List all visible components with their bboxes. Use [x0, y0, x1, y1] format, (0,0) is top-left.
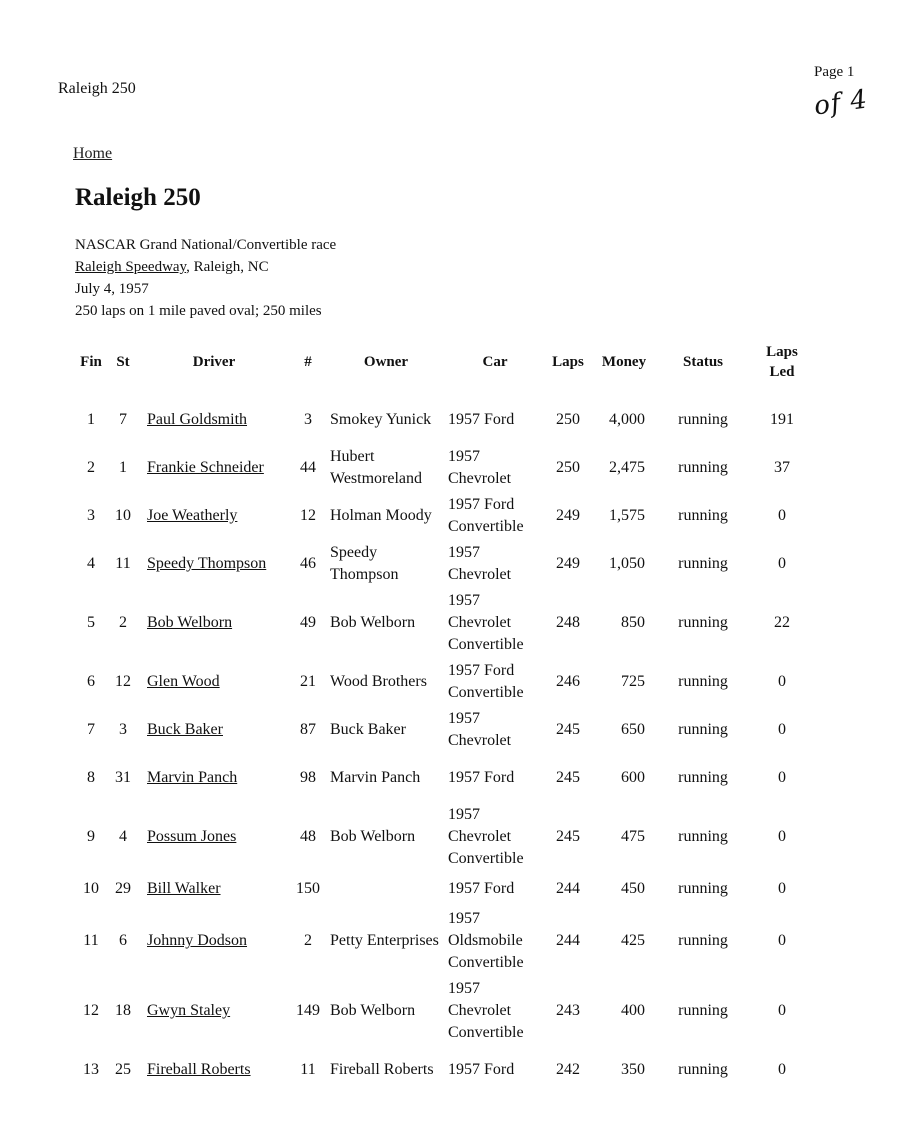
race-series: NASCAR Grand National/Convertible race: [75, 237, 337, 253]
cell-status: running: [678, 828, 728, 845]
cell-laps: 244: [556, 880, 580, 897]
race-info: [75, 234, 336, 322]
table-row: [75, 906, 815, 976]
cell-car: 1957 Oldsmobile Convertible: [448, 910, 524, 971]
cell-laps-led: 0: [778, 769, 786, 786]
cell-laps: 245: [556, 721, 580, 738]
driver-link[interactable]: Bob Welborn: [147, 614, 233, 631]
cell-driver[interactable]: [139, 658, 289, 706]
cell-fin: 7: [87, 721, 95, 738]
cell-laps: 249: [556, 555, 580, 572]
cell-st: 2: [119, 614, 127, 631]
col-status: Status: [682, 354, 723, 370]
cell-laps-led: 0: [778, 932, 786, 949]
race-distance: 250 laps on 1 mile paved oval; 250 miles: [75, 303, 322, 319]
results-table: [75, 338, 815, 1094]
cell-st: 10: [115, 507, 131, 524]
cell-laps-led: 0: [778, 880, 786, 897]
cell-owner: Holman Moody: [330, 507, 432, 524]
driver-link[interactable]: Glen Wood: [147, 673, 220, 690]
cell-car: 1957 Chevrolet Convertible: [448, 806, 524, 867]
cell-number: 98: [300, 769, 316, 786]
cell-status: running: [678, 507, 728, 524]
results-body: [75, 396, 815, 1094]
driver-link[interactable]: Joe Weatherly: [147, 507, 238, 524]
cell-driver[interactable]: [139, 1046, 289, 1094]
cell-money: 400: [621, 1002, 645, 1019]
cell-money: 450: [621, 880, 645, 897]
cell-car: 1957 Chevrolet: [448, 544, 512, 583]
cell-laps-led: 0: [778, 721, 786, 738]
cell-status: running: [678, 1061, 728, 1078]
page-number: Page 1: [814, 64, 855, 80]
cell-car: 1957 Ford Convertible: [448, 662, 524, 701]
col-money: Money: [601, 354, 647, 370]
cell-owner: Wood Brothers: [330, 673, 427, 690]
cell-driver[interactable]: [139, 872, 289, 906]
cell-laps-led: 0: [778, 555, 786, 572]
cell-number: 21: [300, 673, 316, 690]
cell-money: 1,575: [609, 507, 645, 524]
driver-link[interactable]: Frankie Schneider: [147, 459, 264, 476]
cell-owner: Petty Enterprises: [330, 932, 439, 949]
cell-st: 1: [119, 459, 127, 476]
cell-driver[interactable]: [139, 588, 289, 658]
cell-owner: Bob Welborn: [330, 828, 416, 845]
cell-number: 11: [300, 1061, 316, 1078]
cell-driver[interactable]: [139, 492, 289, 540]
driver-link[interactable]: Buck Baker: [147, 721, 223, 738]
cell-status: running: [678, 932, 728, 949]
cell-fin: 11: [83, 932, 99, 949]
cell-st: 25: [115, 1061, 131, 1078]
cell-money: 350: [621, 1061, 645, 1078]
cell-laps: 245: [556, 828, 580, 845]
cell-driver[interactable]: [139, 396, 289, 444]
cell-car: 1957 Ford: [448, 1061, 515, 1078]
cell-number: 2: [304, 932, 312, 949]
cell-owner: Buck Baker: [330, 721, 406, 738]
col-car: Car: [482, 354, 508, 370]
cell-laps: 242: [556, 1061, 580, 1078]
driver-link[interactable]: Speedy Thompson: [147, 555, 267, 572]
cell-status: running: [678, 1002, 728, 1019]
cell-number: 48: [300, 828, 316, 845]
cell-laps-led: 37: [774, 459, 790, 476]
handwritten-page-count: of 4: [812, 84, 870, 122]
cell-fin: 13: [83, 1061, 99, 1078]
cell-laps-led: 0: [778, 1061, 786, 1078]
cell-laps-led: 0: [778, 1002, 786, 1019]
cell-laps-led: 22: [774, 614, 790, 631]
cell-status: running: [678, 411, 728, 428]
driver-link[interactable]: Possum Jones: [147, 828, 237, 845]
cell-money: 1,050: [609, 555, 645, 572]
col-laps-led: Laps Led: [766, 344, 798, 380]
home-link[interactable]: Home: [73, 145, 113, 162]
cell-number: 12: [300, 507, 316, 524]
cell-fin: 3: [87, 507, 95, 524]
cell-car: 1957 Chevrolet: [448, 448, 512, 487]
race-title: Raleigh 250: [75, 184, 201, 211]
cell-fin: 8: [87, 769, 95, 786]
cell-car: 1957 Chevrolet Convertible: [448, 592, 524, 653]
cell-fin: 10: [83, 880, 99, 897]
cell-owner: Smokey Yunick: [330, 411, 432, 428]
cell-laps: 250: [556, 411, 580, 428]
cell-status: running: [678, 721, 728, 738]
cell-laps-led: 0: [778, 828, 786, 845]
table-row: [75, 396, 815, 444]
venue-location: , Raleigh, NC: [186, 259, 269, 275]
venue-link[interactable]: Raleigh Speedway: [75, 259, 187, 275]
cell-laps: 248: [556, 614, 580, 631]
cell-st: 3: [119, 721, 127, 738]
cell-money: 725: [621, 673, 645, 690]
cell-st: 29: [115, 880, 131, 897]
cell-fin: 2: [87, 459, 95, 476]
cell-number: 3: [304, 411, 312, 428]
cell-fin: 9: [87, 828, 95, 845]
cell-car: 1957 Chevrolet: [448, 710, 512, 749]
cell-laps: 246: [556, 673, 580, 690]
cell-car: 1957 Ford: [448, 769, 515, 786]
table-row: [75, 976, 815, 1046]
cell-st: 7: [119, 411, 127, 428]
cell-driver[interactable]: [139, 706, 289, 754]
cell-status: running: [678, 769, 728, 786]
cell-money: 475: [621, 828, 645, 845]
cell-money: 425: [621, 932, 645, 949]
cell-status: running: [678, 880, 728, 897]
cell-laps: 244: [556, 932, 580, 949]
cell-laps: 243: [556, 1002, 580, 1019]
cell-owner: Fireball Roberts: [330, 1061, 434, 1078]
table-row: [75, 540, 815, 588]
cell-fin: 5: [87, 614, 95, 631]
cell-st: 6: [119, 932, 127, 949]
cell-st: 11: [115, 555, 131, 572]
cell-fin: 12: [83, 1002, 99, 1019]
table-row: [75, 872, 815, 906]
cell-fin: 6: [87, 673, 95, 690]
cell-car: 1957 Ford: [448, 880, 515, 897]
cell-status: running: [678, 673, 728, 690]
cell-money: 2,475: [609, 459, 645, 476]
cell-number: 46: [300, 555, 316, 572]
cell-laps-led: 191: [770, 411, 794, 428]
table-header-row: [75, 338, 815, 396]
col-st: St: [116, 354, 130, 370]
cell-owner: Marvin Panch: [330, 769, 421, 786]
cell-laps: 249: [556, 507, 580, 524]
cell-owner: [327, 872, 445, 906]
col-number: #: [304, 354, 312, 370]
cell-car: 1957 Ford: [448, 411, 515, 428]
cell-driver[interactable]: [139, 540, 289, 588]
cell-st: 12: [115, 673, 131, 690]
cell-driver[interactable]: [139, 754, 289, 802]
table-row: [75, 706, 815, 754]
document-header-title: Raleigh 250: [58, 80, 136, 97]
cell-laps-led: 0: [778, 673, 786, 690]
cell-status: running: [678, 459, 728, 476]
cell-number: 49: [300, 614, 316, 631]
cell-money: 850: [621, 614, 645, 631]
table-row: [75, 444, 815, 492]
cell-laps: 250: [556, 459, 580, 476]
driver-link[interactable]: Marvin Panch: [147, 769, 238, 786]
cell-car: 1957 Ford Convertible: [448, 496, 524, 535]
cell-st: 31: [115, 769, 131, 786]
race-venue: [75, 256, 336, 278]
table-row: [75, 754, 815, 802]
cell-laps-led: 0: [778, 507, 786, 524]
cell-driver[interactable]: [139, 976, 289, 1046]
table-row: [75, 492, 815, 540]
cell-owner: Bob Welborn: [330, 1002, 416, 1019]
cell-driver[interactable]: [139, 802, 289, 872]
cell-money: 4,000: [609, 411, 645, 428]
cell-status: running: [678, 614, 728, 631]
col-laps: Laps: [552, 354, 584, 370]
race-date: July 4, 1957: [75, 281, 149, 297]
cell-laps: 245: [556, 769, 580, 786]
cell-fin: 1: [87, 411, 95, 428]
cell-status: running: [678, 555, 728, 572]
cell-number: 44: [300, 459, 316, 476]
cell-money: 600: [621, 769, 645, 786]
driver-link[interactable]: Gwyn Staley: [147, 1002, 231, 1019]
cell-number: 149: [296, 1002, 320, 1019]
table-row: [75, 802, 815, 872]
cell-owner: Hubert Westmoreland: [330, 448, 423, 487]
cell-money: 650: [621, 721, 645, 738]
cell-owner: Bob Welborn: [330, 614, 416, 631]
cell-driver[interactable]: [139, 444, 289, 492]
cell-number: 87: [300, 721, 316, 738]
cell-fin: 4: [87, 555, 95, 572]
cell-driver[interactable]: [139, 906, 289, 976]
driver-link[interactable]: Bill Walker: [147, 880, 221, 897]
table-row: [75, 658, 815, 706]
table-row: [75, 588, 815, 658]
col-fin: Fin: [80, 354, 102, 370]
cell-number: 150: [296, 880, 320, 897]
table-row: [75, 1046, 815, 1094]
driver-link[interactable]: Johnny Dodson: [147, 932, 248, 949]
cell-st: 18: [115, 1002, 131, 1019]
driver-link[interactable]: Fireball Roberts: [147, 1061, 251, 1078]
cell-car: 1957 Chevrolet Convertible: [448, 980, 524, 1041]
col-driver: Driver: [192, 354, 236, 370]
cell-st: 4: [119, 828, 127, 845]
driver-link[interactable]: Paul Goldsmith: [147, 411, 248, 428]
col-owner: Owner: [363, 354, 409, 370]
cell-owner: Speedy Thompson: [330, 544, 399, 583]
